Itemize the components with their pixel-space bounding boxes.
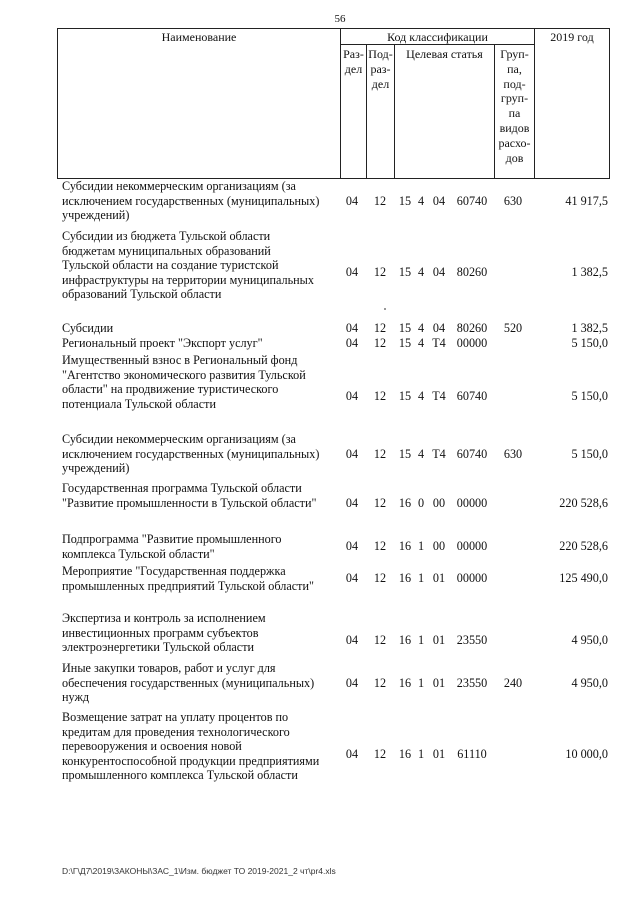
row-name-line: инфраструктуры на территории муниципальных xyxy=(62,272,314,287)
row-razdel: 04 xyxy=(345,633,359,647)
row-amount: 10 000,0 xyxy=(565,747,608,761)
header-razdel-line: дел xyxy=(344,61,363,76)
row-name-line: Возмещение затрат на уплату процентов по xyxy=(62,710,289,724)
row-target-event: 01 xyxy=(432,747,446,761)
header-vline-podrazdel xyxy=(394,44,395,178)
row-podrazdel: 12 xyxy=(373,633,387,647)
row-expense-type: 240 xyxy=(503,676,523,690)
row-amount: 4 950,0 xyxy=(571,633,608,647)
row-target-subprogram: 1 xyxy=(417,633,425,647)
row-target-subprogram: 4 xyxy=(417,321,425,335)
row-target-event: Т4 xyxy=(432,447,446,461)
row-name-line: кредитам для проведения технологического xyxy=(62,724,290,739)
row-razdel: 04 xyxy=(345,336,359,350)
row-name-line: комплекса Тульской области" xyxy=(62,546,215,561)
row-razdel: 04 xyxy=(345,539,359,553)
row-target-program: 15 xyxy=(398,321,412,335)
row-name xyxy=(62,432,340,476)
row-razdel: 04 xyxy=(345,321,359,335)
row-target-direction: 60740 xyxy=(456,447,488,461)
row-name-line: "Развитие промышленности в Тульской области" xyxy=(62,495,317,510)
row-target-event: 04 xyxy=(432,321,446,335)
row-target-event: 04 xyxy=(432,194,446,208)
header-vline-code xyxy=(534,28,535,178)
row-name-line: промышленного комплекса Тульской области xyxy=(62,768,298,783)
page-number: 56 xyxy=(334,13,346,25)
file-path-footer: D:\Г\Д7\2019\ЗАКОНЫ\ЗАС_1\Изм. бюджет ТО 2019-2021_2 чт\pr4.xls xyxy=(62,866,336,876)
row-target-direction: 23550 xyxy=(456,676,488,690)
row-target-program: 15 xyxy=(398,265,412,279)
row-target-event: Т4 xyxy=(432,389,446,403)
row-name-line: учреждений) xyxy=(62,461,130,476)
header-vid-line: груп- xyxy=(500,91,529,106)
row-expense-type: 520 xyxy=(503,321,523,335)
row-target-event: 01 xyxy=(432,633,446,647)
row-name xyxy=(62,661,340,705)
row-name-line: образований Тульской области xyxy=(62,287,222,302)
row-name-line: бюджетам муниципальных образований xyxy=(62,243,271,258)
row-target-subprogram: 4 xyxy=(417,447,425,461)
row-target-subprogram: 1 xyxy=(417,571,425,585)
row-name-line: обеспечения государственных (муниципальных) xyxy=(62,675,315,690)
row-amount: 4 950,0 xyxy=(571,676,608,690)
row-name-line: Мероприятие "Государственная поддержка xyxy=(62,564,286,578)
row-razdel: 04 xyxy=(345,447,359,461)
row-target-program: 15 xyxy=(398,447,412,461)
row-name xyxy=(62,179,340,223)
row-target-program: 15 xyxy=(398,389,412,403)
row-name-line: нужд xyxy=(62,690,90,705)
row-podrazdel: 12 xyxy=(373,571,387,585)
row-target-program: 16 xyxy=(398,747,412,761)
row-podrazdel: 12 xyxy=(373,389,387,403)
header-vid xyxy=(495,47,534,165)
row-expense-type: 630 xyxy=(503,447,523,461)
header-podrazdel-line: Под- xyxy=(368,47,393,61)
row-razdel: 04 xyxy=(345,389,359,403)
header-code-rule xyxy=(340,44,534,45)
row-name-line: конкурентоспособной продукции предприятиями xyxy=(62,753,320,768)
header-podrazdel xyxy=(367,47,394,91)
row-podrazdel: 12 xyxy=(373,676,387,690)
row-amount: 1 382,5 xyxy=(571,265,608,279)
header-vid-line: под- xyxy=(503,76,526,91)
row-podrazdel: 12 xyxy=(373,194,387,208)
row-expense-type: 630 xyxy=(503,194,523,208)
header-vid-line: видов xyxy=(499,120,530,135)
row-name-line: Субсидии некоммерческим организациям (за xyxy=(62,179,296,193)
header-name: Наименование xyxy=(161,30,237,44)
row-podrazdel: 12 xyxy=(373,539,387,553)
row-target-event: 00 xyxy=(432,496,446,510)
row-target-event: Т4 xyxy=(432,336,446,350)
row-razdel: 04 xyxy=(345,194,359,208)
row-name-line: перевооружения и освоения новой xyxy=(62,739,242,754)
row-name-line: промышленных предприятий Тульской области" xyxy=(62,578,314,593)
header-target: Целевая статья xyxy=(406,47,483,61)
row-name-line: Субсидии из бюджета Тульской области xyxy=(62,229,271,243)
row-target-subprogram: 1 xyxy=(417,676,425,690)
row-amount: 220 528,6 xyxy=(559,496,608,510)
row-podrazdel: 12 xyxy=(373,265,387,279)
row-target-direction: 00000 xyxy=(456,496,488,510)
row-target-subprogram: 4 xyxy=(417,389,425,403)
header-razdel xyxy=(341,47,366,77)
row-name-line: учреждений) xyxy=(62,208,130,223)
header-top-rule xyxy=(57,28,610,29)
row-razdel: 04 xyxy=(345,676,359,690)
row-name-line: Имущественный взнос в Региональный фонд xyxy=(62,353,298,367)
row-amount: 41 917,5 xyxy=(565,194,608,208)
row-name-line: Региональный проект "Экспорт услуг" xyxy=(62,336,263,350)
row-target-event: 04 xyxy=(432,265,446,279)
row-name-line: инвестиционных программ субъектов xyxy=(62,625,259,640)
header-razdel-line: Раз- xyxy=(343,47,364,61)
row-target-subprogram: 1 xyxy=(417,539,425,553)
row-podrazdel: 12 xyxy=(373,496,387,510)
header-vid-line: дов xyxy=(505,150,524,165)
row-name xyxy=(62,229,340,302)
row-razdel: 04 xyxy=(345,571,359,585)
row-target-subprogram: 0 xyxy=(417,496,425,510)
row-name-line: "Агентство экономического развития Тульской xyxy=(62,367,306,382)
row-razdel: 04 xyxy=(345,496,359,510)
row-target-direction: 60740 xyxy=(456,389,488,403)
header-vid-line: Груп- xyxy=(500,47,529,61)
row-target-subprogram: 4 xyxy=(417,336,425,350)
row-amount: 5 150,0 xyxy=(571,336,608,350)
row-target-direction: 23550 xyxy=(456,633,488,647)
row-target-direction: 60740 xyxy=(456,194,488,208)
row-target-program: 16 xyxy=(398,496,412,510)
row-razdel: 04 xyxy=(345,747,359,761)
row-amount: 5 150,0 xyxy=(571,447,608,461)
row-amount: 220 528,6 xyxy=(559,539,608,553)
row-target-event: 00 xyxy=(432,539,446,553)
row-name xyxy=(62,710,340,783)
row-name-line: электроэнергетики Тульской области xyxy=(62,640,255,655)
header-year: 2019 год xyxy=(550,30,594,44)
row-name-line: потенциала Тульской области xyxy=(62,396,216,411)
row-target-direction: 80260 xyxy=(456,265,488,279)
row-amount: 5 150,0 xyxy=(571,389,608,403)
row-name xyxy=(62,321,340,336)
row-podrazdel: 12 xyxy=(373,447,387,461)
row-target-program: 15 xyxy=(398,336,412,350)
row-target-event: 01 xyxy=(432,571,446,585)
row-name xyxy=(62,353,340,411)
header-code: Код классификации xyxy=(387,30,488,44)
row-podrazdel: 12 xyxy=(373,747,387,761)
row-target-direction: 80260 xyxy=(456,321,488,335)
row-podrazdel: 12 xyxy=(373,336,387,350)
row-name-line: Подпрограмма "Развитие промышленного xyxy=(62,532,282,546)
row-target-direction: 61110 xyxy=(457,747,487,761)
row-podrazdel: 12 xyxy=(373,321,387,335)
header-vid-line: па xyxy=(508,106,521,121)
scan-speck xyxy=(384,308,386,310)
row-name-line: области" на продвижение туристического xyxy=(62,382,279,397)
row-target-program: 16 xyxy=(398,633,412,647)
row-name xyxy=(62,611,340,655)
row-name-line: Субсидии некоммерческим организациям (за xyxy=(62,432,296,446)
row-name-line: исключением государственных (муниципальных) xyxy=(62,446,320,461)
row-razdel: 04 xyxy=(345,265,359,279)
row-target-program: 16 xyxy=(398,539,412,553)
row-name-line: Субсидии xyxy=(62,321,114,335)
row-amount: 125 490,0 xyxy=(559,571,608,585)
header-podrazdel-line: дел xyxy=(371,76,390,91)
row-name-line: Иные закупки товаров, работ и услуг для xyxy=(62,661,276,675)
header-vline-left xyxy=(57,28,58,178)
row-target-subprogram: 4 xyxy=(417,265,425,279)
row-name-line: Экспертиза и контроль за исполнением xyxy=(62,611,266,625)
row-target-direction: 00000 xyxy=(456,539,488,553)
row-name-line: Государственная программа Тульской области xyxy=(62,481,302,495)
row-name xyxy=(62,336,340,351)
row-target-program: 16 xyxy=(398,676,412,690)
row-target-subprogram: 1 xyxy=(417,747,425,761)
row-target-event: 01 xyxy=(432,676,446,690)
header-vid-line: расхо- xyxy=(498,135,531,150)
row-name xyxy=(62,564,340,593)
row-target-direction: 00000 xyxy=(456,571,488,585)
row-target-program: 15 xyxy=(398,194,412,208)
row-target-program: 16 xyxy=(398,571,412,585)
row-name xyxy=(62,481,340,510)
row-name xyxy=(62,532,340,561)
header-podrazdel-line: раз- xyxy=(370,61,391,76)
header-vid-line: па, xyxy=(507,61,522,76)
row-name-line: исключением государственных (муниципальных) xyxy=(62,193,320,208)
header-vline-right xyxy=(609,28,610,178)
row-amount: 1 382,5 xyxy=(571,321,608,335)
row-name-line: Тульской области на создание туристской xyxy=(62,258,279,273)
row-target-subprogram: 4 xyxy=(417,194,425,208)
row-target-direction: 00000 xyxy=(456,336,488,350)
